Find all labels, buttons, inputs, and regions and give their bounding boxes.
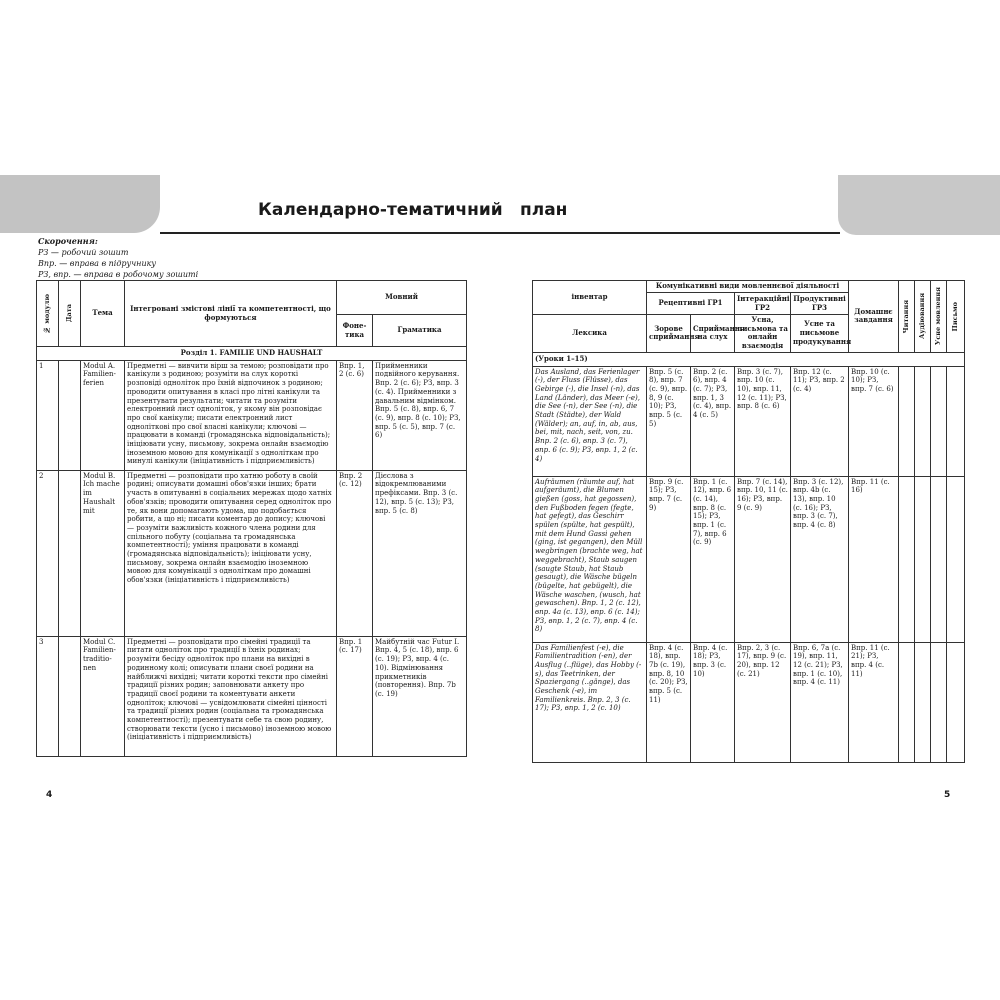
- header-band-right: [838, 175, 1000, 235]
- row-homework: Впр. 11 (с. 21); РЗ, впр. 4 (с. 11): [849, 642, 899, 762]
- plan-table-left: [36, 280, 467, 757]
- row-production: Впр. 12 (с. 11); РЗ, впр. 2 (с. 4): [791, 366, 849, 476]
- row-homework: Впр. 10 (с. 10); РЗ, впр. 7 (с. 6): [849, 366, 899, 476]
- plan-table-right: [532, 280, 965, 763]
- section-title: (Уроки 1–15): [533, 352, 965, 366]
- row-homework: Впр. 11 (с. 16): [849, 476, 899, 642]
- row-date: [59, 470, 81, 636]
- row-listening: Впр. 2 (с. 6), впр. 4 (с. 7); РЗ, впр. 1, 3 (с. 4), впр. 4 (с. 5): [691, 366, 735, 476]
- row-competencies: Предметні — розповідати про сімейні традиції та питати одноліток про традиції в їхніх родинах; розуміти бесіду одноліток про плани на вихідні в родинному колі; описувати плани своєї родини на найближчі вихідні; читати короткі тексти про сімейні традиції різних родин; заповнювати анкету про традиції своєї родини та коментувати анкети одноліток; ключові — усвідомлювати сімейні цінності та традиції різних родин (соціальна та громадянська компетентності); презентувати себе та свою родину, створювати тексти (усно і письмово) іноземною мовою (ініціативність і підприємливість): [125, 636, 337, 756]
- header-module-no: № модулю: [37, 281, 59, 347]
- row-visual: Впр. 4 (с. 18), впр. 7b (с. 19), впр. 8, 10 (с. 20); РЗ, впр. 5 (с. 11): [647, 642, 691, 762]
- table-row: [37, 470, 467, 636]
- header-date: Дата: [59, 281, 81, 347]
- row-production: Впр. 6, 7a (с. 19), впр. 11, 12 (с. 21); РЗ, впр. 1 (с. 10), впр. 4 (с. 11): [791, 642, 849, 762]
- header-homework: Домашнє завдання: [849, 281, 899, 353]
- header-listening: Сприймання на слух: [691, 315, 735, 353]
- header-productive: Продуктивні ГР3: [791, 293, 849, 315]
- row-date: [59, 360, 81, 470]
- row-phonetics: Впр. 1 (с. 17): [337, 636, 373, 756]
- row-phonetics: Впр. 1, 2 (с. 6): [337, 360, 373, 470]
- header-lexis: Лексика: [533, 315, 647, 353]
- section-title: Розділ 1. FAMILIE UND HAUSHALT: [37, 347, 467, 361]
- row-lexis: Aufräumen (räumte auf, hat aufgeräumt), die Blumen gießen (goss, hat gegossen), den Fußboden fegen (fegte, hat gefegt), das Geschirr spülen (spülte, hat gespült), mit dem Hund Gassi gehen (ging, ist gegangen), den Müll wegbringen (brachte weg, hat weggebracht), Staub saugen (saugte Staub, hat Staub gesaugt), die Wäsche bügeln (bügelte, hat gebügelt), die Wäsche waschen, (wusch, hat gewaschen). Впр. 1, 2 (с. 12), впр. 4a (с. 13), впр. 6 (с. 14); РЗ, впр. 1, 2 (с. 7), впр. 4 (с. 8): [533, 476, 647, 642]
- page-number-right: 5: [944, 790, 951, 800]
- abbreviations-block: [38, 236, 198, 280]
- row-number: 3: [37, 636, 59, 756]
- row-topic: Modul A. Familien-ferien: [81, 360, 125, 470]
- abbreviation-line: РЗ, впр. — вправа в робочому зошиті: [38, 270, 199, 279]
- table-row: [37, 360, 467, 470]
- row-visual: Впр. 9 (с. 15); РЗ, впр. 7 (с. 9): [647, 476, 691, 642]
- header-oral-written: Усна, письмова та онлайн взаємодія: [735, 315, 791, 353]
- row-competencies: Предметні — розповідати про хатню роботу в своїй родині; описувати домашні обов'язки інших; брати участь в опитуванні в соціальних мережах щодо хатніх обов'язків; проводити опитування серед одноліток про те, як вони допомагають удома, що подобається робити, а що ні; писати коментар до допису; ключові — розуміти важливість кожного члена родини для спільного побуту (соціальна та громадянська компетентності); уміння працювати в команді (громадянська відповідальність); ініціювати усну, письмову, зокрема онлайн взаємодію іноземною мовою для комунікації з одноліткам про домашні обов'язки (ініціативність і підприємливість): [125, 470, 337, 636]
- row-oral: Впр. 2, 3 (с. 17), впр. 9 (с. 20), впр. 12 (с. 21): [735, 642, 791, 762]
- row-number: 2: [37, 470, 59, 636]
- row-lexis: Das Familienfest (-e), die Familientradition (-en), der Ausflug (..flüge), das Hobby (-s), das Teetrinken, der Spaziergang (..gänge), das Geschenk (-e), im Familienkreis. Впр. 2, 3 (с. 17); РЗ, впр. 1, 2 (с. 10): [533, 642, 647, 762]
- header-speaking: Усне мовлення: [931, 281, 947, 353]
- table-row: [37, 636, 467, 756]
- header-reading: Читання: [899, 281, 915, 353]
- header-grammar: Граматика: [373, 315, 467, 347]
- header-competencies: Інтегровані змістові лінії та компетентності, що формуються: [125, 281, 337, 347]
- header-audition: Аудіювання: [915, 281, 931, 353]
- abbreviation-line: Впр. — вправа в підручнику: [38, 259, 157, 268]
- row-grammar: Майбутній час Futur I. Впр. 4, 5 (с. 18), впр. 6 (с. 19); РЗ, впр. 4 (с. 10). Відмінювання прикметників (повторення). Впр. 7b (с. 19): [373, 636, 467, 756]
- row-production: Впр. 3 (с. 12), впр. 4b (с. 13), впр. 10 (с. 16); РЗ, впр. 3 (с. 7), впр. 4 (с. 8): [791, 476, 849, 642]
- header-topic: Тема: [81, 281, 125, 347]
- header-writing: Письмо: [947, 281, 965, 353]
- abbreviation-line: Скорочення:: [38, 236, 98, 246]
- row-lexis: Das Ausland, das Ferienlager (-), der Fluss (Flüsse), das Gebirge (-), die Insel (-n), das Land (Länder), das Meer (-e), die See (-n), der See (-n), die Stadt (Städte), der Wald (Wälder); an, auf, in, ab, aus, bei, mit, nach, seit, von, zu. Впр. 2 (с. 6), впр. 3 (с. 7), впр. 6 (с. 9); РЗ, впр. 1, 2 (с. 4): [533, 366, 647, 476]
- header-inventory: інвентар: [533, 281, 647, 315]
- row-listening: Впр. 4 (с. 18); РЗ, впр. 3 (с. 10): [691, 642, 735, 762]
- table-row: [533, 366, 965, 476]
- row-topic: Modul C. Familien-traditio-nen: [81, 636, 125, 756]
- abbreviation-line: РЗ — робочий зошит: [38, 248, 129, 257]
- page-title-right: план: [520, 200, 568, 220]
- page-number-left: 4: [46, 790, 53, 800]
- row-phonetics: Впр. 2 (с. 12): [337, 470, 373, 636]
- row-oral: Впр. 3 (с. 7), впр. 10 (с. 10), впр. 11, 12 (с. 11); РЗ, впр. 8 (с. 6): [735, 366, 791, 476]
- page-title-left: Календарно-тематичний: [258, 200, 503, 220]
- header-phonetics: Фоне-тика: [337, 315, 373, 347]
- header-production: Усне та письмове продукування: [791, 315, 849, 353]
- table-row: [533, 476, 965, 642]
- row-number: 1: [37, 360, 59, 470]
- row-oral: Впр. 7 (с. 14), впр. 10, 11 (с. 16); РЗ, впр. 9 (с. 9): [735, 476, 791, 642]
- row-grammar: Прийменники подвійного керування. Впр. 2 (с. 6); РЗ, впр. 3 (с. 4). Прийменники з давальним відмінком. Впр. 5 (с. 8), впр. 6, 7 (с. 9), впр. 8 (с. 10); РЗ, впр. 5 (с. 5), впр. 7 (с. 6): [373, 360, 467, 470]
- header-communicative: Комунікативні види мовленнєвої діяльності: [647, 281, 849, 293]
- header-receptive: Рецептивні ГР1: [647, 293, 735, 315]
- header-language: Мовний: [337, 281, 467, 315]
- row-grammar: Дієслова з відокремлюваними префіксами. Впр. 3 (с. 12), впр. 5 (с. 13); РЗ, впр. 5 (с. 8): [373, 470, 467, 636]
- header-band-left: [0, 175, 160, 233]
- row-visual: Впр. 5 (с. 8), впр. 7 (с. 9), впр. 8, 9 (с. 10); РЗ, впр. 5 (с. 5): [647, 366, 691, 476]
- row-topic: Modul B. Ich mache im Haushalt mit: [81, 470, 125, 636]
- row-listening: Впр. 1 (с. 12), впр. 6 (с. 14), впр. 8 (с. 15); РЗ, впр. 1 (с. 7), впр. 6 (с. 9): [691, 476, 735, 642]
- header-interactive: Інтеракційні ГР2: [735, 293, 791, 315]
- table-row: [533, 642, 965, 762]
- header-visual: Зорове сприймання: [647, 315, 691, 353]
- row-competencies: Предметні — вивчити вірш за темою; розповідати про канікули з родиною; розуміти на слух короткі розповіді одноліток про їхній відпочинок з родиною; проводити опитування в класі про літні канікули та презентувати результати; читати та розуміти електронний лист одноліток, у якому він розповідає про свої канікули; писати електронний лист одноліткові про свої власні канікули; ключові — працювати в команді (громадянська відповідальність); ініціювати усну, письмову, зокрема онлайн взаємодію іноземною мовою для комунікації з одноліткам про минулі канікули (ініціативність і підприємливість): [125, 360, 337, 470]
- row-date: [59, 636, 81, 756]
